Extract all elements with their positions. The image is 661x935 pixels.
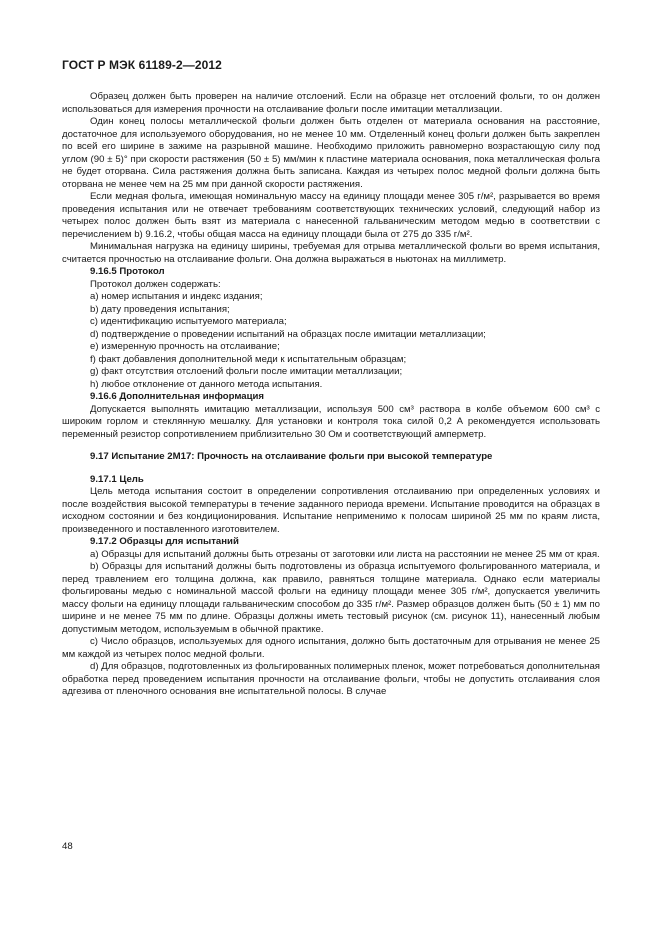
paragraph: Допускается выполнять имитацию металлизации, используя 500 см³ раствора в колбе объемом 600 см³ с широким горлом и стеклянную мешалку. Для установки и контроля тока силой 0,2 А рекомендуется использовать переменный резистор сопротивлением приблизительно 30 Ом и соответствующий амперметр. (62, 403, 600, 440)
list-item: d) подтверждение о проведении испытаний на образцах после имитации металлизации; (90, 328, 486, 340)
paragraph: Если медная фольга, имеющая номинальную массу на единицу площади менее 305 г/м², разрывается во время проведения испытания или не отвечает требованиям соответствующих технических условий, следующий набор из четырех полос должен быть взят из материала с нанесенной гальваническим методом медью в соответствии с перечислением b) 9.16.2, чтобы общая масса на единицу площади была от 275 до 335 г/м². (62, 191, 600, 240)
list-item: g) факт отсутствия отслоений фольги после имитации металлизации; (90, 366, 403, 377)
list-item: h) любое отклонение от данного метода испытания. (90, 378, 323, 390)
paragraph: c) Число образцов, используемых для одного испытания, должно быть достаточным для отрывания не менее 25 мм каждой из четырех полос медной фольги. (62, 636, 600, 660)
section-heading-9-16-6: 9.16.6 Дополнительная информация (90, 391, 265, 402)
list-item: f) факт добавления дополнительной меди к испытательным образцам; (90, 353, 407, 365)
document-header-code: ГОСТ Р МЭК 61189-2—2012 (62, 58, 222, 72)
list-item: b) дату проведения испытания; (90, 303, 230, 315)
document-body (62, 91, 600, 699)
paragraph: d) Для образцов, подготовленных из фольгированных полимерных пленок, может потребоваться дополнительная обработка перед проведением испытания прочности на отслаивание фольги, чтобы не допустить отслаивания слоя адгезива от пленочного основания вне испытательной полосы. В случае (62, 661, 600, 697)
paragraph: a) Образцы для испытаний должны быть отрезаны от заготовки или листа на расстоянии не менее 25 мм от края. (90, 548, 600, 560)
protocol-list (62, 291, 600, 391)
list-item: c) идентификацию испытуемого материала; (90, 316, 287, 327)
paragraph: b) Образцы для испытаний должны быть подготовлены из образца испытуемого фольгированного материала, и перед травлением его толщина должна, как правило, равняться толщине материала. Однако если материалы фольгированы медью с номинальной массой фольги на единицу площади менее 305 г/м², допускается увеличить массу фольги на единицу площади гальваническим способом до 335 г/м². Размер образцов должен быть (50 ± 1) мм по ширине и не менее 75 мм по длине. Образцы должны иметь тестовый рисунок (см. рисунок 11), нанесенный любым допустимым методом, используемым в обычной практике. (62, 561, 600, 635)
list-item: a) номер испытания и индекс издания; (90, 291, 263, 302)
paragraph: Минимальная нагрузка на единицу ширины, требуемая для отрыва металлической фольги во время испытания, считается прочностью на отслаивание фольги. Она должна выражаться в ньютонах на миллиметр. (62, 241, 600, 265)
paragraph: Один конец полосы металлической фольги должен быть отделен от материала основания на расстояние, достаточное для используемого оборудования, но не менее 10 мм. Отделенный конец фольги должен быть закреплен по всей его ширине в зажиме на разрывной машине. Необходимо приложить равномерно возрастающую силу под углом (90 ± 5)° при скорости растяжения (50 ± 5) мм/мин к пластине материала основания, пока металлическая фольга не будет оторвана. Сила растяжения должна быть записана. Каждая из четырех полос медной фольги должна быть оторвана не менее чем на 25 мм при данной скорости растяжения. (62, 116, 600, 190)
list-item: e) измеренную прочность на отслаивание; (90, 341, 280, 352)
paragraph: Образец должен быть проверен на наличие отслоений. Если на образце нет отслоений фольги, то он должен использоваться для измерения прочности на отслаивание фольги после имитации металлизации. (62, 91, 600, 115)
section-heading-9-17: 9.17 Испытание 2М17: Прочность на отслаивание фольги при высокой температуре (90, 451, 493, 462)
section-heading-9-17-1: 9.17.1 Цель (90, 473, 144, 485)
page-number: 48 (62, 841, 73, 852)
section-heading-9-16-5: 9.16.5 Протокол (90, 266, 165, 277)
protocol-intro: Протокол должен содержать: (90, 278, 221, 290)
paragraph: Цель метода испытания состоит в определении сопротивления отслаиванию при определенных условиях и после воздействия высокой температуры в течение заданного периода времени. Испытание проводится на образцах в исходном состоянии и без кондиционирования. Испытание неприменимо к полосам шириной 25 мм по краям листа, произведенного и поставленного изготовителем. (62, 486, 600, 535)
section-heading-9-17-2: 9.17.2 Образцы для испытаний (90, 536, 239, 547)
